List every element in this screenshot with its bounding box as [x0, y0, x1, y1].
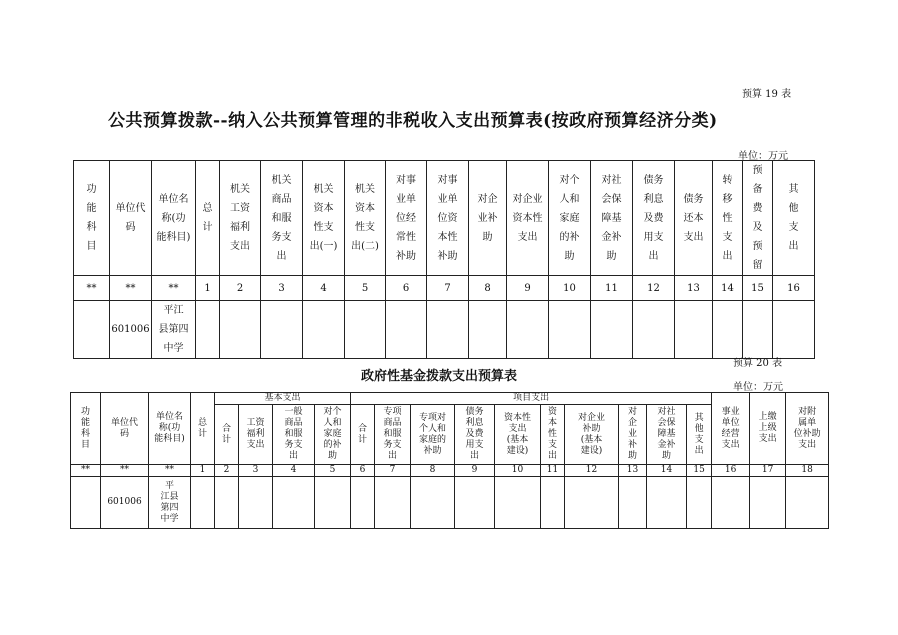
- table1-data-cell: [261, 301, 303, 359]
- table1-header-cell: 预 备 费 及 预 留: [743, 161, 773, 276]
- table1-header-cell: 债务 还本 支出: [675, 161, 713, 276]
- table2-data-cell: [750, 477, 786, 529]
- table2-unit: 单位：万元: [733, 382, 783, 393]
- table2-index-cell: 5: [315, 465, 351, 477]
- table2-unit-code: 601006: [101, 477, 149, 529]
- table1-index-cell: 12: [633, 276, 675, 301]
- table2-header-cell: 专项对 个人和 家庭的 补助: [411, 405, 455, 465]
- table1-index-cell: 14: [713, 276, 743, 301]
- table2-index-cell: 12: [565, 465, 619, 477]
- table2-index-cell: 7: [375, 465, 411, 477]
- table2-data-cell: [565, 477, 619, 529]
- table1-data-cell: [743, 301, 773, 359]
- table2-header-cell: 总 计: [191, 393, 215, 465]
- table1-header-row: [74, 161, 815, 276]
- table2-header-cell: 资本性 支出 (基本 建设): [495, 405, 541, 465]
- table-row: [74, 301, 815, 359]
- table2-index-cell: 16: [712, 465, 750, 477]
- table1-data-cell: [591, 301, 633, 359]
- table2-data-cell: [495, 477, 541, 529]
- table2-header-cell: 对附 属单 位补助 支出: [786, 393, 829, 465]
- table2-group-project: 项目支出: [351, 393, 712, 405]
- table2-index-cell: 8: [411, 465, 455, 477]
- table1-index-cell: 1: [196, 276, 220, 301]
- table2-group-basic: 基本支出: [215, 393, 351, 405]
- table1-index-row: [74, 276, 815, 301]
- table1-data-cell: [549, 301, 591, 359]
- table2-header-cell: 一般 商品 和服 务支 出: [273, 405, 315, 465]
- table1-data-cell: [773, 301, 815, 359]
- table1-data-cell: [427, 301, 469, 359]
- table2-index-cell: 2: [215, 465, 239, 477]
- table1-header-cell: 对事 业单 位资 本性 补助: [427, 161, 469, 276]
- table1-data-cell: [345, 301, 386, 359]
- table2-unit-name: 平 江县 第四 中学: [149, 477, 191, 529]
- table1-header-cell: 机关 商品 和服 务支 出: [261, 161, 303, 276]
- table1-header-cell: 债务 利息 及费 用支 出: [633, 161, 675, 276]
- table1-header-cell: 对企业 资本性 支出: [507, 161, 549, 276]
- table1-index-cell: **: [74, 276, 110, 301]
- table1-data-cell: [303, 301, 345, 359]
- table1-index-cell: 13: [675, 276, 713, 301]
- table2-header-cell: 对 企 业 补 助: [619, 405, 647, 465]
- table1-unit: 单位：万元: [738, 151, 788, 162]
- table1-unit-code: 601006: [110, 301, 152, 359]
- table1-index-cell: 11: [591, 276, 633, 301]
- table2-title: 政府性基金拨款支出预算表: [361, 369, 518, 384]
- table1-index-cell: 2: [220, 276, 261, 301]
- table2-data-cell: [687, 477, 712, 529]
- table2-index-cell: **: [71, 465, 101, 477]
- table2-data-cell: [712, 477, 750, 529]
- table2-header-cell: 合 计: [351, 405, 375, 465]
- table1-data-cell: [675, 301, 713, 359]
- table1-header-cell: 单位代 码: [110, 161, 152, 276]
- table1-header-cell: 机关 工资 福利 支出: [220, 161, 261, 276]
- table1-index-cell: 6: [386, 276, 427, 301]
- table-row: [71, 477, 829, 529]
- table1-index-cell: **: [152, 276, 196, 301]
- table2-index-cell: 17: [750, 465, 786, 477]
- table1-data-cell: [633, 301, 675, 359]
- table1-header-cell: 对事 业单 位经 常性 补助: [386, 161, 427, 276]
- table1-data-cell: [386, 301, 427, 359]
- table2-index-cell: 1: [191, 465, 215, 477]
- table1-index-cell: 5: [345, 276, 386, 301]
- table2-data-cell: [351, 477, 375, 529]
- table2-header-cell: 工资 福利 支出: [239, 405, 273, 465]
- table2-index-cell: 10: [495, 465, 541, 477]
- table2-data-cell: [239, 477, 273, 529]
- table2-tag: 预算 20 表: [733, 358, 783, 369]
- table2-index-cell: 4: [273, 465, 315, 477]
- table1-index-cell: **: [110, 276, 152, 301]
- table2-group-row: [71, 393, 829, 405]
- table2-data-cell: [273, 477, 315, 529]
- table2-index-cell: 3: [239, 465, 273, 477]
- table2-header-cell: 其 他 支 出: [687, 405, 712, 465]
- table1-header-cell: 单位名 称(功 能科目): [152, 161, 196, 276]
- table1-title: 公共预算拨款--纳入公共预算管理的非税收入支出预算表(按政府预算经济分类): [108, 111, 718, 131]
- table1-index-cell: 9: [507, 276, 549, 301]
- table1-data-cell: [74, 301, 110, 359]
- table1-index-cell: 7: [427, 276, 469, 301]
- table1-header-cell: 功 能 科 目: [74, 161, 110, 276]
- table2-data-cell: [455, 477, 495, 529]
- table2-header-cell: 合 计: [215, 405, 239, 465]
- table1-header-cell: 其 他 支 出: [773, 161, 815, 276]
- table2-data-cell: [619, 477, 647, 529]
- table2-header-cell: 资 本 性 支 出: [541, 405, 565, 465]
- table2-index-cell: 14: [647, 465, 687, 477]
- table1-index-cell: 3: [261, 276, 303, 301]
- table1-index-cell: 4: [303, 276, 345, 301]
- table1-index-cell: 8: [469, 276, 507, 301]
- table2-index-cell: **: [101, 465, 149, 477]
- table2-data-cell: [375, 477, 411, 529]
- table1-header-cell: 对社 会保 障基 金补 助: [591, 161, 633, 276]
- table1-index-cell: 10: [549, 276, 591, 301]
- table2-index-cell: 6: [351, 465, 375, 477]
- table2-header-cell: 单位名 称(功 能科目): [149, 393, 191, 465]
- table1-tag: 预算 19 表: [742, 89, 792, 100]
- table1-header-cell: 对企 业补 助: [469, 161, 507, 276]
- table2-data-cell: [215, 477, 239, 529]
- table1-data-cell: [713, 301, 743, 359]
- table2-data-cell: [191, 477, 215, 529]
- table2-index-row: [71, 465, 829, 477]
- table2-index-cell: **: [149, 465, 191, 477]
- table2-index-cell: 18: [786, 465, 829, 477]
- table1-data-cell: [220, 301, 261, 359]
- table1-data-cell: [507, 301, 549, 359]
- table1-header-cell: 机关 资本 性支 出(二): [345, 161, 386, 276]
- table2-header-cell: 事业 单位 经营 支出: [712, 393, 750, 465]
- table1-header-cell: 机关 资本 性支 出(一): [303, 161, 345, 276]
- table2-header-cell: 债务 利息 及费 用支 出: [455, 405, 495, 465]
- table2-header-cell: 对个 人和 家庭 的补 助: [315, 405, 351, 465]
- table2-data-cell: [315, 477, 351, 529]
- table2-index-cell: 11: [541, 465, 565, 477]
- table2-header-cell: 对社 会保 障基 金补 助: [647, 405, 687, 465]
- table1-data-cell: [469, 301, 507, 359]
- table1-header-cell: 总 计: [196, 161, 220, 276]
- table2-index-cell: 13: [619, 465, 647, 477]
- table2-data-cell: [647, 477, 687, 529]
- table2-index-cell: 15: [687, 465, 712, 477]
- table2: [70, 392, 829, 529]
- table1-unit-name: 平江 县第四 中学: [152, 301, 196, 359]
- table2-header-cell: 对企业 补助 (基本 建设): [565, 405, 619, 465]
- table1-index-cell: 16: [773, 276, 815, 301]
- table2-data-cell: [71, 477, 101, 529]
- table2-header-cell: 上缴 上级 支出: [750, 393, 786, 465]
- table2-data-cell: [541, 477, 565, 529]
- table1-index-cell: 15: [743, 276, 773, 301]
- table2-data-cell: [786, 477, 829, 529]
- table2-header-cell: 专项 商品 和服 务支 出: [375, 405, 411, 465]
- table2-header-cell: 单位代 码: [101, 393, 149, 465]
- table1: [73, 160, 815, 359]
- table2-header-cell: 功 能 科 目: [71, 393, 101, 465]
- table1-data-cell: [196, 301, 220, 359]
- table2-index-cell: 9: [455, 465, 495, 477]
- table2-data-cell: [411, 477, 455, 529]
- table1-header-cell: 转 移 性 支 出: [713, 161, 743, 276]
- table1-header-cell: 对个 人和 家庭 的补 助: [549, 161, 591, 276]
